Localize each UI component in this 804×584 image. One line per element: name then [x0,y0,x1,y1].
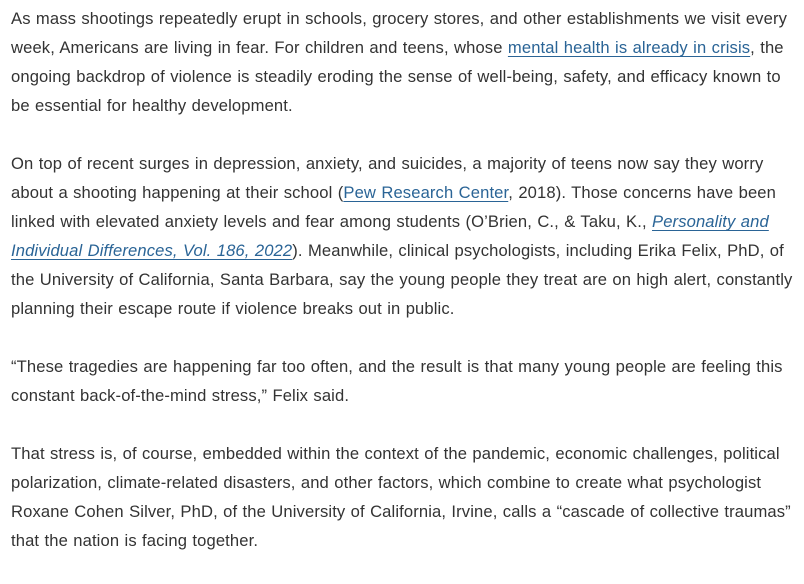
pew-research-center-link[interactable]: Pew Research Center [343,183,509,202]
mental-health-crisis-link[interactable]: mental health is already in crisis [507,38,751,57]
paragraph-4: That stress is, of course, embedded within the context of the pandemic, economic challenges, political polarization, climate-related disasters, and other factors, which combine to create what psychologist Roxane Cohen Silver, PhD, of the University of California, Irvine, calls a “cascade of collective traumas” that the nation is facing together. [11,444,791,550]
paragraph-1-text-end: , the ongoing backdrop of violence is steadily eroding the sense of well-being, safety, and efficacy known to be essential for healthy development. [11,38,784,115]
paragraph-2-text-start: On top of recent surges in depression, anxiety, and suicides, a majority of teens now say they worry about a shooting happening at their school ( [11,154,764,202]
paragraph-1-text-start: As mass shootings repeatedly erupt in schools, grocery stores, and other establishments we visit every week, Americans are living in fear. For children and teens, whose [11,9,788,57]
article-body [11,4,801,584]
personality-individual-differences-link[interactable]: Personality and Individual Differences, Vol. 186, 2022 [11,212,769,260]
paragraph-3-quote: “These tragedies are happening far too often, and the result is that many young people are feeling this constant back-of-the-mind stress,” Felix said. [11,357,783,405]
paragraph-2-text-middle: , 2018). Those concerns have been linked with elevated anxiety levels and fear among students (O’Brien, C., & Taku, K., [11,183,776,231]
paragraph-1 [11,4,801,120]
paragraph-2-text-end: ). Meanwhile, clinical psychologists, including Erika Felix, PhD, of the University of California, Santa Barbara, say the young people they treat are on high alert, constantly planning their escape route if violence breaks out in public. [11,241,793,318]
paragraph-2 [11,149,801,323]
